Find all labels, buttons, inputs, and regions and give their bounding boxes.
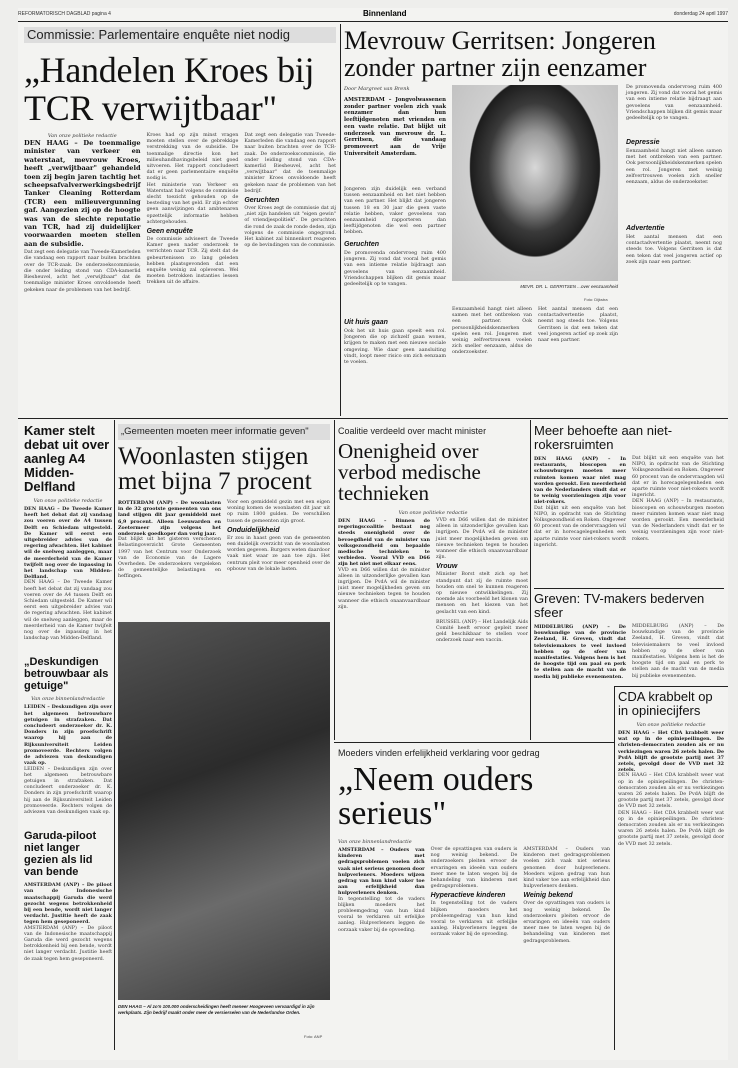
gerritsen-text4: Eenzaamheid hangt niet alleen samen met het ontbreken van een partner. Ook persoonlijkheidskenmerken spelen een rol. Jongeren met weinig zelfvertrouwen voelen zich sneller eenzaam, aldus de onderzoekster. xyxy=(452,307,532,356)
ouders-sub2: Weinig bekend xyxy=(523,892,573,900)
ouders-text2a: Over de opvattingen van ouders is nog weinig bekend. De onderzoekers pleiten ervoor de ervaringen en ideeën van ouders meer mee te laten wegen bij de behandeling van kinderen met gedragsproblemen. xyxy=(430,847,518,890)
coalitie-sub1: Vrouw xyxy=(436,563,458,571)
kamer-text-b: DEN HAAG – De Tweede Kamer heeft het debat dat zij vandaag zou voeren over de A4 tussen Delft en Schiedam uitgesteld. De Kamer wil eerst een uitgebreider advies van de regering afwachten. Het kabinet wil de snelweg aanleggen, maar de meerderheid van de Kamer twijfelt nog over de inpassing in het landschap van Midden-Delfland. xyxy=(24,580,112,642)
gerritsen-text4b: Eenzaamheid hangt niet alleen samen met het ontbreken van een partner. Ook persoonlijkheidskenmerken spelen een rol. Jongeren met weinig zelfvertrouwen voelen zich sneller eenzaam, aldus de onderzoekster. xyxy=(626,149,722,186)
woonlasten-text3: Voor een gemiddeld gezin met een eigen woning komen de woonlasten dit jaar uit op ruim 1800 gulden. De verschillen tussen de gemeenten zijn groot. xyxy=(227,500,330,524)
ouders-byline: Van onze binnenlandredactie xyxy=(338,839,412,845)
kroes-text4: De commissie adviseert de Tweede Kamer geen nader onderzoek te verrichten naar TCR. Zij stelt dat de gebeurtenissen zo lang geleden hebben plaatsgevonden dat een enquête weinig zal opleveren. Wel moeten betrokken instanties lessen trekken uit de affaire. xyxy=(146,237,239,286)
kroes-sub2: Geruchten xyxy=(244,197,280,205)
meer-text1: DEN HAAG (ANP) – In restaurants, bioscopen en schouwburgen moeten meer ruimten komen waar niet mag worden gerookt. Een meerderheid van de Nederlanders vindt dat er te weinig voorzieningen zijn voor niet-rokers. xyxy=(534,456,626,506)
ouders-sub1: Hyperactieve kinderen xyxy=(430,892,506,900)
ouders-headline: „Neem ouders serieus" xyxy=(338,761,534,832)
gerritsen-sub4: Advertentie xyxy=(626,225,665,232)
article-kroes xyxy=(24,27,336,417)
cda-byline: Van onze politieke redactie xyxy=(636,722,706,728)
article-gerritsen xyxy=(344,27,724,417)
cda-text-c: DEN HAAG – Het CDA krabbelt weer wat op in de opiniepeilingen. De christen-democraten zouden als er nu verkiezingen waren 26 zetels halen. De PvdA blijft de grootste partij met 37 zetels, gevolgd door de VVD met 32 zetels. xyxy=(618,810,724,847)
article-greven xyxy=(534,592,724,684)
garuda-text: AMSTERDAM (ANP) – De piloot van de Indonesische maatschappij Garuda die werd gezocht wegens betrokkenheid bij een bende, wordt niet langer verdacht. Justitie heeft de zaak tegen hem geseponeerd. xyxy=(24,882,112,926)
kroes-kicker: Commissie: Parlementaire enquête niet nodig xyxy=(24,27,336,43)
cda-headline: CDA krabbelt op in opiniecijfers xyxy=(618,690,713,718)
gerritsen-text2b: De promovenda ondervroeg ruim 400 jongeren. Zij vond dat vooral het gemis van een intieme relatie bijdraagt aan gevoelens van eenzaamheid. Vriendschappen blijken dit gemis maar gedeeltelijk op te vangen. xyxy=(626,85,722,122)
woonlasten-headline: Woonlasten stijgen met bijna 7 procent xyxy=(118,443,312,495)
woonlasten-sub1: Onduidelijkheid xyxy=(227,526,280,534)
garuda-headline: Garuda-piloot niet langer gezien als lid van bende xyxy=(24,830,97,879)
ouders-text1: In tegenstelling tot de vaders blijken moeders het probleemgedrag van hun kind vooral te verklaren uit erfelijke aanleg. Hulpverleners leggen de oorzaak vaker bij de opvoeding. xyxy=(430,901,518,938)
kroes-text4b: Dat zegt een delegatie van Tweede-Kamerleden die vandaag een rapport naar buiten brachten over de TCR-zaak. De onderzoekscommissie, die onder leiding stond van CDA-kamerlid Biesheuvel, acht het „verwijtbaar" dat de toenmalige minister Kroes onvoldoende heeft gekeken naar de problemen van het bedrijf. xyxy=(244,133,336,194)
gerritsen-text2: De promovenda ondervroeg ruim 400 jongeren. Zij vond dat vooral het gemis van een intieme relatie bijdraagt aan gevoelens van eenzaamheid. Vriendschappen blijken dit gemis maar gedeeltelijk op te vangen. xyxy=(344,251,446,288)
issue-date: donderdag 24 april 1997 xyxy=(673,11,728,17)
gerritsen-sub3: Depressie xyxy=(626,139,660,146)
coalitie-text1b: VVD en D66 willen dat de minister alleen in uitzonderlijke gevallen kan ingrijpen. De PvdA wil de minister juist meer mogelijkheden geven om nieuwe technieken tegen te houden wanneer die ethisch onaanvaardbaar zijn. xyxy=(436,518,528,561)
rule-greven xyxy=(534,588,724,589)
kroes-text5: Over Kroes zegt de commissie dat zij „niet zijn handelen uit "eigen gewin" of vriendjespolitiek". De geruchten die rond de zaak de ronde deden, zijn volgens de commissie ongegrond. Het kabinet zal binnenkort reageren op de bevindingen van de commissie. xyxy=(244,206,336,249)
gerritsen-text5b: Het aantal mensen dat een contactadvertentie plaatst, neemt nog steeds toe. Volgens Gerritsen is dat een teken dat veel jongeren actief op zoek zijn naar een partner. xyxy=(626,235,722,265)
woonlasten-lead: ROTTERDAM (ANP) – De woonlasten in de 32 grootste gemeenten van ons land stijgen dit jaar gemiddeld met 6,9 procent. Alleen Leeuwarden en Zoetermeer zijn volgens het onderzoek goedkoper dan vorig jaar. xyxy=(118,500,221,538)
coalitie-headline: Onenigheid over verbod medische technieken xyxy=(338,439,481,505)
coalitie-text2: Minister Borst stelt zich op het standpunt dat zij de ruimte moet houden om snel te kunnen reageren op nieuwe ontwikkelingen. Zij noemde als voorbeeld het klonen van mensen en het kiezen van het geslacht van een kind. xyxy=(436,572,528,615)
cda-text: DEN HAAG – Het CDA krabbelt weer wat op in de opiniepeilingen. De christen-democraten zouden als er nu verkiezingen waren 26 zetels halen. De PvdA blijft de grootste partij met 37 zetels, gevolgd door de VVD met 32 zetels. xyxy=(618,730,724,774)
coalitie-text3: BRUSSEL (ANP) – Het Landelijk Aids Comité heeft ervoor gepleit meer geld beschikbaar te stellen voor onderzoek naar een vaccin. xyxy=(436,619,528,644)
kroes-headline: „Handelen Kroes bij TCR verwijtbaar" xyxy=(24,50,315,128)
article-coalitie xyxy=(338,424,528,740)
meer-text2: Dat blijkt uit een enquête van het NIPO, in opdracht van de Stichting Volksgezondheid en Roken. Ongeveer 60 procent van de ondervraagden wil dat er in horecagelegenheden een aparte ruimte voor niet-rokers wordt ingericht. xyxy=(534,505,626,548)
greven-text: MIDDELBURG (ANP) – De bouwkundige van de provincie Zeeland, H. Greven, vindt dat televisiemakers te veel invloed hebben op de sfeer van manifestaties. Volgens hem is het de hoogste tijd om paal en perk te stellen aan de macht van de media bij publieke evenementen. xyxy=(534,624,626,680)
column-rule-right xyxy=(530,420,531,740)
kroes-text1: Dat zegt een delegatie van Tweede-Kamerleden die vandaag een rapport naar buiten brachten over de TCR-zaak. De onderzoekscommissie, die onder leiding stond van CDA-kamerlid Biesheuvel, acht het „verwijtbaar" dat de toenmalige minister Kroes onvoldoende heeft gekeken naar de problemen van het bedrijf. xyxy=(24,250,141,293)
column-rule-mid xyxy=(334,420,335,740)
left-column xyxy=(24,424,112,1044)
gerritsen-text5: Het aantal mensen dat een contactadvertentie plaatst, neemt nog steeds toe. Volgens Gerritsen is dat een teken dat veel jongeren actief op zoek zijn naar een partner. xyxy=(538,307,618,344)
article-woonlasten xyxy=(118,424,330,620)
greven-headline: Greven: TV-makers bederven sfeer xyxy=(534,592,705,620)
gerritsen-credit: Foto: Dijkstra xyxy=(584,297,608,302)
ouders-lead: AMSTERDAM – Ouders van kinderen met gedragsproblemen voelen zich vaak niet serieus genomen door hulpverleners. Moeders wijzen gedrag van hun kind vaker toe aan erfelijkheid dan hulpverleners denken. xyxy=(338,847,425,897)
rogge-text-b: LEIDEN – Deskundigen zijn over het algemeen betrouwbare getuigen in strafzaken. Dat concludeert onderzoeker dr. K. Donders in zijn proefschrift waarop hij aan de Rijksuniversiteit Leiden promoveerde. Rechters volgen de adviezen van deskundigen vaak op. xyxy=(24,766,112,815)
column-rule xyxy=(340,24,341,416)
greven-text-b: MIDDELBURG (ANP) – De bouwkundige van de provincie Zeeland, H. Greven, vindt dat televisiemakers te veel invloed hebben op de sfeer van manifestaties. Volgens hem is het de hoogste tijd om paal en perk te stellen aan de macht van de media bij publieke evenementen. xyxy=(632,624,724,679)
header-rule xyxy=(18,21,728,22)
rule-cda xyxy=(614,686,728,687)
kamer-headline: Kamer stelt debat uit over aanleg A4 Midden-Delfland xyxy=(24,424,110,494)
meer-text1b: DEN HAAG (ANP) – In restaurants, bioscopen en schouwburgen moeten meer ruimten komen waar niet mag worden gerookt. Een meerderheid van de Nederlanders vindt dat er te weinig voorzieningen zijn voor niet-rokers. xyxy=(632,499,724,542)
meer-headline: Meer behoefte aan niet-rokersruimten xyxy=(534,424,673,452)
garuda-text-b: AMSTERDAM (ANP) – De piloot van de Indonesische maatschappij Garuda die werd gezocht wegens betrokkenheid bij een bende, wordt niet langer verdacht. Justitie heeft de zaak tegen hem geseponeerd. xyxy=(24,925,112,962)
ouders-kicker: Moeders vinden erfelijkheid verklaring voor gedrag xyxy=(338,748,540,758)
kroes-lead: DEN HAAG – De toenmalige minister van verkeer en waterstaat, mevrouw Kroes, heeft „verwijtbaar" gehandeld toen zij begin jaren tachtig het scheepsafvalverwerkingsbedrijf Tanker Cleaning Rotterdam (TCR) een milieuvergunning gaf. Aangezien zij op de hoogte was van de slechte reputatie van TCR, had zij duidelijker voorwaarden moeten stellen aan de subsidie. xyxy=(24,139,141,248)
workshop-caption: DEN HAAG – Al zo'n 100.000 onderscheidingen heeft meneer Hoogeveen vervaardigd in zijn werkplaats. Zijn bedrijf maakt onder meer de versierselen van de Nederlandse Orden. xyxy=(118,1004,315,1015)
workshop-credit: Foto: ANP xyxy=(304,1034,323,1039)
gerritsen-sub2: Uit huis gaan xyxy=(344,319,388,326)
coalitie-byline: Van onze politieke redactie xyxy=(398,510,468,516)
paper-name: REFORMATORISCH DAGBLAD pagina 4 xyxy=(18,11,111,17)
coalitie-lead: DEN HAAG – Binnen de regeringscoalitie bestaat nog steeds onenigheid over de bevoegdheid van de minister van volksgezondheid om bepaalde medische technieken te verbieden. Vooral VVD en D66 zijn het niet met elkaar eens. xyxy=(338,518,430,568)
gerritsen-caption: MEVR. DR. L. GERRITSEN ...over eenzaamheid xyxy=(520,284,618,289)
kroes-text3: Het ministerie van Verkeer en Waterstaat had volgens de commissie slecht toezicht gehouden op de besteding van het geld. Er zijn echter geen aanwijzingen dat ambtenaren opzettelijk informatie hebben achtergehouden. xyxy=(146,182,239,225)
section-rule xyxy=(18,418,728,419)
ouders-lead-b: AMSTERDAM – Ouders van kinderen met gedragsproblemen voelen zich vaak niet serieus genomen door hulpverleners. Moeders wijzen gedrag van hun kind vaker toe aan erfelijkheid dan hulpverleners denken. xyxy=(523,847,610,890)
gerritsen-text3: Ook het uit huis gaan speelt een rol. Jongeren die op zichzelf gaan wonen, krijgen te maken met een nieuwe sociale omgeving. Wie daar geen aansluiting vindt, loopt meer risico om zich eenzaam te voelen. xyxy=(344,329,446,366)
kroes-byline: Van onze politieke redactie xyxy=(47,133,117,139)
page-header xyxy=(18,9,728,21)
woonlasten-text1: Dat blijkt uit het gisteren verschenen Belastingoverzicht Grote Gemeenten 1997 van het Centrum voor Onderzoek van de Economie van de Lagere Overheden. De onderzoekers vergeleken de gemeentelijke belastingen en heffingen. xyxy=(118,537,221,580)
rogge-byline: Van onze binnenlandredactie xyxy=(31,696,105,703)
gerritsen-text1: Jongeren zijn duidelijk een verband tussen eenzaamheid en het niet hebben van een partner. Het blijkt dat jongeren tussen 18 en 30 jaar die geen vaste relatie hebben, vaker gevoelens van eenzaamheid rapporteren dan leeftijdgenoten die wel een partner hebben. xyxy=(344,187,446,236)
gerritsen-sub1: Geruchten xyxy=(344,241,380,248)
cda-text-b: DEN HAAG – Het CDA krabbelt weer wat op in de opiniepeilingen. De christen-democraten zouden als er nu verkiezingen waren 26 zetels halen. De PvdA blijft de grootste partij met 37 zetels, gevolgd door de VVD met 32 zetels. xyxy=(618,773,724,810)
woonlasten-text2: Er zou in haast geen van de gemeenten een duidelijk overzicht van de woonlasten worden gegeven. Burgers weten daardoor vaak niet waar ze aan toe zijn. Het centrum pleit voor meer openheid over de opbouw van de lokale lasten. xyxy=(227,535,330,572)
rogge-headline: „Deskundigen betrouwbaar als getuige" xyxy=(24,656,109,693)
section-title: Binnenland xyxy=(363,9,407,18)
coalitie-text1: VVD en D66 willen dat de minister alleen in uitzonderlijke gevallen kan ingrijpen. De PvdA wil de minister juist meer mogelijkheden geven om nieuwe technieken tegen te houden wanneer die ethisch onaanvaardbaar zijn. xyxy=(338,567,430,610)
column-rule-left xyxy=(114,420,115,1050)
article-meer xyxy=(534,424,724,584)
gerritsen-headline: Mevrouw Gerritsen: Jongeren zonder partner zijn eenzamer xyxy=(344,27,656,82)
column-rule-cda xyxy=(614,686,615,1050)
gerritsen-portrait xyxy=(452,85,618,281)
kroes-sub1: Geen enquête xyxy=(146,228,193,236)
ouders-text1a: In tegenstelling tot de vaders blijken moeders het probleemgedrag van hun kind vooral te verklaren uit erfelijke aanleg. Hulpverleners leggen de oorzaak vaker bij de opvoeding. xyxy=(338,896,425,933)
article-ouders xyxy=(338,746,610,1046)
coalitie-kicker: Coalitie verdeeld over macht minister xyxy=(338,426,487,436)
gerritsen-lead: AMSTERDAM – Jongvolwassenen zonder partner voelen zich vaak eenzamer dan hun leeftijdgenoten met vrienden en een vaste relatie. Dat blijkt uit onderzoek van mevrouw dr. L. Gerritsen, die vandaag promoveert aan de Vrije Universiteit Amsterdam. xyxy=(344,97,446,157)
ouders-text2: Over de opvattingen van ouders is nog weinig bekend. De onderzoekers pleiten ervoor de ervaringen en ideeën van ouders meer mee te laten wegen bij de behandeling van kinderen met gedragsproblemen. xyxy=(523,901,610,944)
rogge-text: LEIDEN – Deskundigen zijn over het algemeen betrouwbare getuigen in strafzaken. Dat concludeert onderzoeker dr. K. Donders in zijn proefschrift waarop hij aan de Rijksuniversiteit Leiden promoveerde. Rechters volgen de adviezen van deskundigen vaak op. xyxy=(24,704,112,767)
kroes-text2: Kroes had op zijn minst vragen moeten stellen over de gebrekkige verstrekking van de subsidie. De toenmalige directie kon het milieuhandhavingsbeleid niet goed uitvoeren. Het rapport concludeert dat er geen parlementaire enquête nodig is. xyxy=(146,133,239,182)
woonlasten-kicker: „Gemeenten moeten meer informatie geven" xyxy=(118,424,330,440)
article-cda xyxy=(618,690,724,1046)
kamer-byline: Van onze politieke redactie xyxy=(33,498,103,504)
kamer-text: DEN HAAG – De Tweede Kamer heeft het debat dat zij vandaag zou voeren over de A4 tussen Delft en Schiedam uitgesteld. De Kamer wil eerst een uitgebreider advies van de regering afwachten. Het kabinet wil de snelweg aanleggen, maar de meerderheid van de Kamer twijfelt nog over de inpassing in het landschap van Midden-Delfland. xyxy=(24,506,112,581)
meer-text2b: Dat blijkt uit een enquête van het NIPO, in opdracht van de Stichting Volksgezondheid en Roken. Ongeveer 60 procent van de ondervraagden wil dat er in horecagelegenheden een aparte ruimte voor niet-rokers wordt ingericht. xyxy=(632,456,724,499)
rule-ouders xyxy=(334,742,614,743)
workshop-photo xyxy=(118,622,330,1000)
gerritsen-byline: Door Margreet van Brenk xyxy=(344,86,410,92)
